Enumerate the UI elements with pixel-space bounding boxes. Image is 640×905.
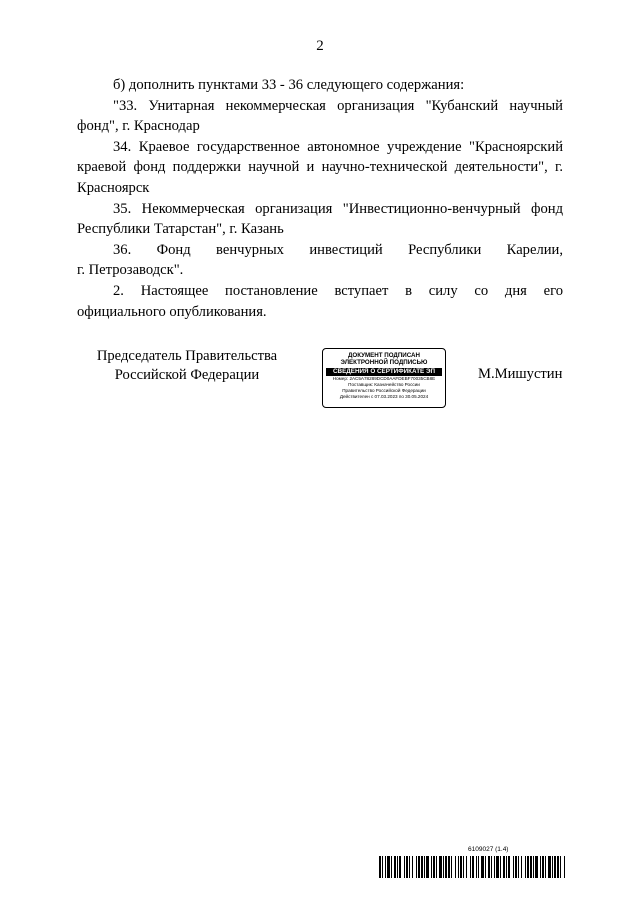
signer-name: М.Мишустин xyxy=(478,366,563,382)
barcode-bar xyxy=(518,856,519,878)
barcode-bar xyxy=(515,856,517,878)
barcode-bar xyxy=(426,856,429,878)
stamp-banner: СВЕДЕНИЯ О СЕРТИФИКАТЕ ЭП xyxy=(326,368,442,376)
barcode-bar xyxy=(431,856,432,878)
paragraph-item-33: "33. Унитарная некоммерческая организация "Кубанский научный фонд", г. Краснодар xyxy=(77,97,563,135)
paragraph-intro: б) дополнить пунктами 33 - 36 следующего содержания: xyxy=(113,77,465,93)
barcode-bar xyxy=(476,856,477,878)
document-body xyxy=(77,75,563,322)
barcode-bar xyxy=(418,856,420,878)
barcode-bar xyxy=(506,856,507,878)
barcode-bar xyxy=(496,856,499,878)
barcode-bar xyxy=(391,856,392,878)
barcode-bar xyxy=(542,856,544,878)
barcode-bar xyxy=(397,856,398,878)
barcode-bar xyxy=(545,856,546,878)
barcode-bar xyxy=(394,856,396,878)
barcode-bar xyxy=(448,856,450,878)
barcode-bar xyxy=(412,856,413,878)
barcode-bar xyxy=(379,856,381,878)
signer-title-line2: Российской Федерации xyxy=(114,367,260,383)
stamp-header-line2: ЭЛЕКТРОННОЙ ПОДПИСЬЮ xyxy=(340,359,428,367)
barcode-bar xyxy=(525,856,526,878)
barcode-bar xyxy=(416,856,417,878)
barcode-bar xyxy=(508,856,510,878)
paragraph-item-36: 36. Фонд венчурных инвестиций Республики Карелии, xyxy=(113,241,563,258)
barcode-bar xyxy=(540,856,541,878)
barcode-bar xyxy=(387,856,390,878)
barcode-bar xyxy=(406,856,408,878)
paragraph-item-36-city: г. Петрозаводск". xyxy=(77,262,184,279)
barcode-bar xyxy=(560,856,561,878)
stamp-owner: Правительство Российской Федерации xyxy=(342,388,426,394)
barcode-bar xyxy=(433,856,435,878)
barcode-bar xyxy=(488,856,490,878)
barcode-bar xyxy=(557,856,559,878)
barcode-bar xyxy=(404,856,405,878)
stamp-serial: Номер: 2AC5A78289DCD0AAFDEBF70035CB8E xyxy=(332,375,436,381)
barcode-bar xyxy=(424,856,425,878)
barcode-bar xyxy=(494,856,495,878)
barcode-bar xyxy=(503,856,505,878)
barcode-bar xyxy=(445,856,447,878)
barcode-bar xyxy=(552,856,553,878)
barcode-bar xyxy=(382,856,383,878)
stamp-header xyxy=(323,352,445,367)
signer-title-line1: Председатель Правительства xyxy=(96,348,278,364)
paragraph-effective: 2. Настоящее постановление вступает в силу со дня его xyxy=(113,282,563,299)
barcode-bar xyxy=(443,856,444,878)
barcode-bar xyxy=(491,856,492,878)
barcode-bar xyxy=(421,856,423,878)
barcode xyxy=(379,856,565,878)
paragraph-item-35: 35. Некоммерческая организация "Инвестиционно-венчурный фонд Республики Татарстан", г. Казань xyxy=(77,200,563,238)
electronic-signature-stamp xyxy=(322,348,446,408)
barcode-bar xyxy=(470,856,471,878)
barcode-bar xyxy=(455,856,456,878)
barcode-bar xyxy=(460,856,462,878)
barcode-bar xyxy=(554,856,556,878)
page-number: 2 xyxy=(316,38,324,54)
signer-title xyxy=(77,347,297,385)
barcode-bar xyxy=(451,856,452,878)
stamp-supplier: Поставщик: Казначейство России xyxy=(348,382,420,388)
paragraph-effective-end: официального опубликования. xyxy=(77,303,267,320)
document-code: 6109027 (1.4) xyxy=(468,846,509,853)
barcode-bar xyxy=(409,856,410,878)
barcode-bar xyxy=(533,856,534,878)
barcode-bar xyxy=(481,856,484,878)
barcode-bar xyxy=(436,856,437,878)
barcode-bar xyxy=(466,856,467,878)
barcode-bar xyxy=(535,856,538,878)
barcode-bar xyxy=(500,856,501,878)
barcode-bar xyxy=(385,856,386,878)
barcode-bar xyxy=(463,856,464,878)
barcode-bar xyxy=(399,856,401,878)
barcode-bar xyxy=(527,856,529,878)
barcode-bar xyxy=(485,856,486,878)
paragraph-item-34: 34. Краевое государственное автономное учреждение "Красноярский краевой фонд поддержки научной и научно-технической деятельности", г. Красноярск xyxy=(77,138,563,196)
barcode-bar xyxy=(478,856,479,878)
barcode-bar xyxy=(513,856,514,878)
stamp-header-line1: ДОКУМЕНТ ПОДПИСАН xyxy=(348,352,420,359)
barcode-bar xyxy=(564,856,565,878)
barcode-bar xyxy=(548,856,551,878)
barcode-bar xyxy=(472,856,474,878)
barcode-bar xyxy=(458,856,459,878)
barcode-bar xyxy=(530,856,532,878)
stamp-validity: Действителен с 07.03.2023 по 30.05.2024 xyxy=(339,394,429,400)
barcode-bar xyxy=(439,856,442,878)
barcode-bar xyxy=(521,856,522,878)
